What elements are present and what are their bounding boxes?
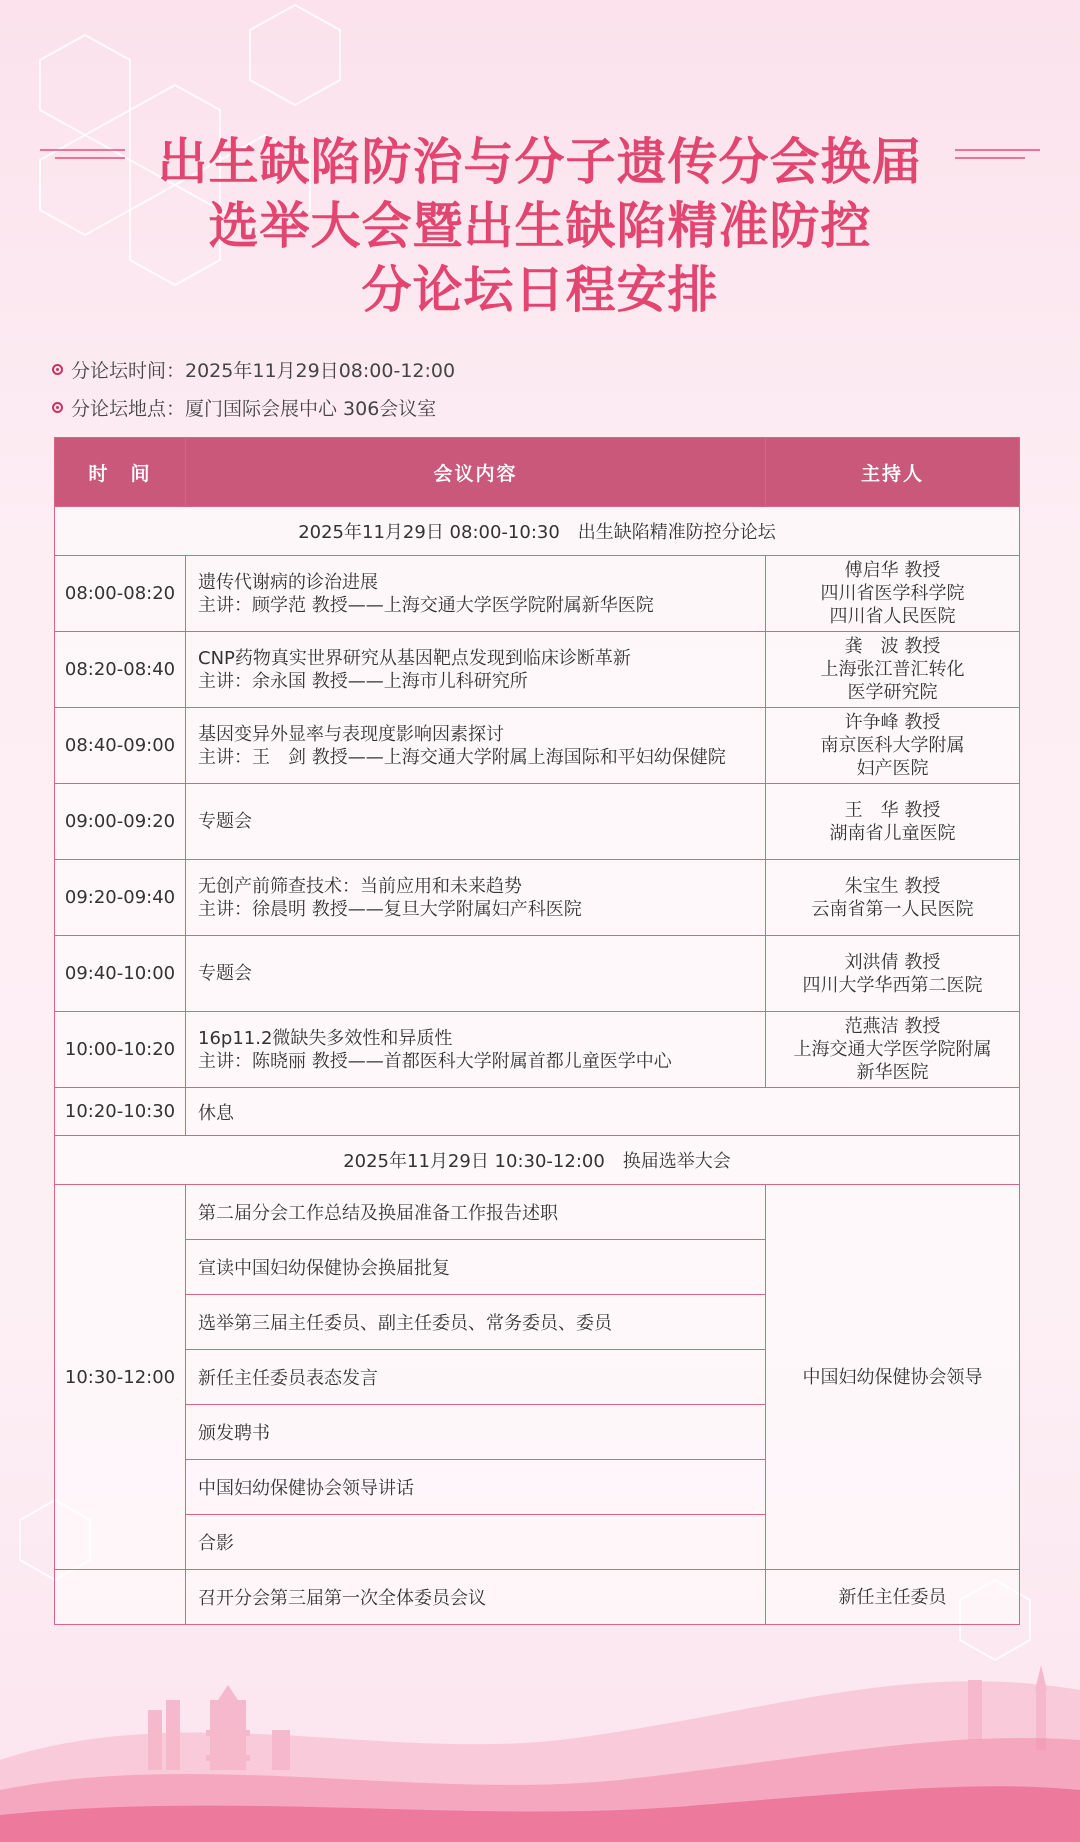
bullet-icon [52, 402, 63, 413]
schedule-table [54, 437, 1020, 1625]
row-content [186, 556, 766, 632]
host-affiliation: 新华医院 [856, 1062, 929, 1083]
section-row-election [55, 1136, 1020, 1185]
section-title-election: 2025年11月29日 10:30-12:00 换届选举大会 [55, 1136, 1020, 1185]
page-title [0, 130, 1080, 322]
final-host: 新任主任委员 [766, 1570, 1020, 1625]
row-host [766, 1012, 1020, 1088]
talk-title: CNP药物真实世界研究从基因靶点发现到临床诊断革新 [198, 647, 631, 669]
forum-venue-info [52, 394, 436, 421]
talk-speaker: 主讲：陈晓丽 教授——首都医科大学附属首都儿童医学中心 [198, 1050, 672, 1072]
row-time: 08:00-08:20 [55, 556, 186, 632]
host-name: 朱宝生 教授 [844, 875, 941, 897]
host-affiliation: 湖南省儿童医院 [829, 822, 956, 844]
host-name: 龚 波 教授 [844, 636, 941, 657]
host-affiliation: 上海交通大学医学院附属 [793, 1039, 992, 1060]
agenda-item: 第二届分会工作总结及换届准备工作报告述职 [186, 1185, 766, 1240]
host-affiliation: 妇产医院 [856, 758, 929, 779]
row-content [186, 632, 766, 708]
table-header-row [55, 438, 1020, 507]
row-content [186, 936, 766, 1012]
row-time: 09:00-09:20 [55, 784, 186, 860]
forum-time-text: 分论坛时间：2025年11月29日08:00-12:00 [71, 360, 456, 382]
host-affiliation: 四川省人民医院 [829, 606, 956, 627]
break-row [55, 1088, 1020, 1136]
block-time: 10:30-12:00 [55, 1185, 186, 1570]
row-host [766, 708, 1020, 784]
host-name: 许争峰 教授 [844, 712, 941, 733]
host-affiliation: 四川省医学科学院 [820, 583, 965, 604]
row-host [766, 632, 1020, 708]
host-affiliation: 上海张江普汇转化 [820, 659, 965, 680]
table-row [55, 708, 1020, 784]
title-line-2: 选举大会暨出生缺陷精准防控 [208, 197, 872, 255]
row-time: 09:20-09:40 [55, 860, 186, 936]
host-affiliation: 云南省第一人民医院 [811, 898, 974, 920]
agenda-item: 颁发聘书 [186, 1405, 766, 1460]
row-time: 08:40-09:00 [55, 708, 186, 784]
header-content: 会议内容 [186, 438, 766, 507]
table-row [55, 936, 1020, 1012]
table-row [55, 632, 1020, 708]
agenda-item: 合影 [186, 1515, 766, 1570]
host-name: 王 华 教授 [844, 799, 941, 821]
break-time: 10:20-10:30 [55, 1088, 186, 1136]
table-row [55, 784, 1020, 860]
forum-venue-text: 分论坛地点：厦门国际会展中心 306会议室 [71, 398, 437, 420]
bullet-icon [52, 364, 63, 375]
row-content [186, 784, 766, 860]
talk-title: 16p11.2微缺失多效性和异质性 [198, 1027, 453, 1049]
final-row [55, 1570, 1020, 1625]
table-row [55, 860, 1020, 936]
agenda-item: 宣读中国妇幼保健协会换届批复 [186, 1240, 766, 1295]
title-line-1: 出生缺陷防治与分子遗传分会换届 [157, 133, 923, 191]
row-content [186, 708, 766, 784]
row-host [766, 936, 1020, 1012]
table-row [55, 1185, 1020, 1240]
section-row-forum [55, 507, 1020, 556]
agenda-item: 中国妇幼保健协会领导讲话 [186, 1460, 766, 1515]
host-affiliation: 南京医科大学附属 [820, 735, 965, 756]
talk-speaker: 主讲：余永国 教授——上海市儿科研究所 [198, 670, 528, 692]
talk-title: 基因变异外显率与表现度影响因素探讨 [198, 723, 504, 745]
talk-title: 专题会 [198, 963, 252, 984]
host-name: 刘洪倩 教授 [844, 951, 941, 973]
host-name: 傅启华 教授 [844, 560, 941, 581]
row-host [766, 556, 1020, 632]
row-time: 10:00-10:20 [55, 1012, 186, 1088]
block-host: 中国妇幼保健协会领导 [766, 1185, 1020, 1570]
agenda-item: 选举第三届主任委员、副主任委员、常务委员、委员 [186, 1295, 766, 1350]
row-time: 09:40-10:00 [55, 936, 186, 1012]
break-label: 休息 [186, 1088, 1020, 1136]
agenda-item: 新任主任委员表态发言 [186, 1350, 766, 1405]
final-label: 召开分会第三届第一次全体委员会议 [186, 1570, 766, 1625]
talk-speaker: 主讲：顾学范 教授——上海交通大学医学院附属新华医院 [198, 594, 654, 616]
row-host [766, 860, 1020, 936]
section-title-forum: 2025年11月29日 08:00-10:30 出生缺陷精准防控分论坛 [55, 507, 1020, 556]
row-content [186, 1012, 766, 1088]
table-row [55, 556, 1020, 632]
row-content [186, 860, 766, 936]
host-affiliation: 医学研究院 [847, 682, 938, 703]
table-row [55, 1012, 1020, 1088]
header-time: 时 间 [55, 438, 186, 507]
header-host: 主持人 [766, 438, 1020, 507]
row-host [766, 784, 1020, 860]
title-line-3: 分论坛日程安排 [361, 261, 719, 319]
host-name: 范燕洁 教授 [844, 1016, 941, 1037]
talk-title: 遗传代谢病的诊治进展 [198, 571, 378, 593]
forum-time-info [52, 356, 455, 383]
talk-title: 无创产前筛查技术：当前应用和未来趋势 [198, 875, 522, 897]
talk-title: 专题会 [198, 811, 252, 832]
talk-speaker: 主讲：王 剑 教授——上海交通大学附属上海国际和平妇幼保健院 [198, 746, 726, 768]
host-affiliation: 四川大学华西第二医院 [802, 974, 983, 996]
talk-speaker: 主讲：徐晨明 教授——复旦大学附属妇产科医院 [198, 898, 582, 920]
row-time: 08:20-08:40 [55, 632, 186, 708]
final-time-empty [55, 1570, 186, 1625]
